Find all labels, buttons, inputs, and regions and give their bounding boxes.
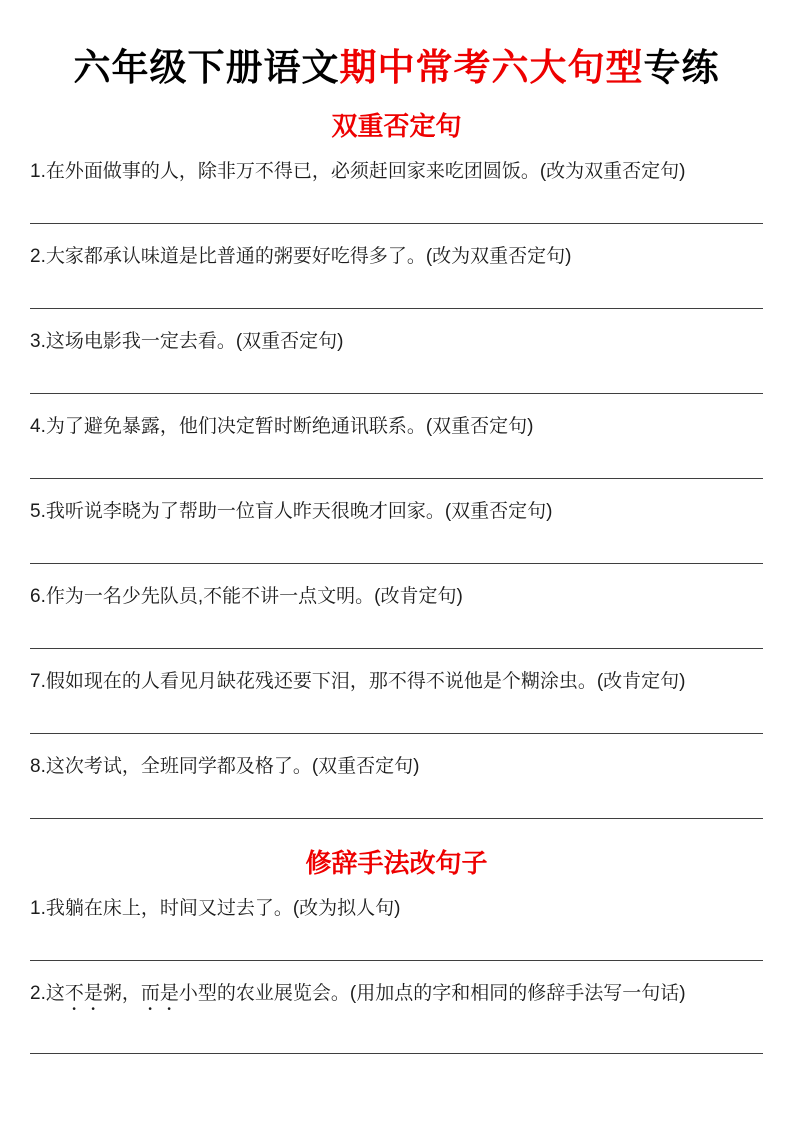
answer-line xyxy=(30,733,763,734)
question-segment: 小型的农业展览会。(用加点的字和相同的修辞手法写一句话) xyxy=(178,983,686,1004)
question-text: 7.假如现在的人看见月缺花残还要下泪，那不得不说他是个糊涂虫。(改肯定句) xyxy=(30,671,686,692)
answer-line xyxy=(30,960,763,961)
section1-heading: 双重否定句 xyxy=(331,111,462,141)
answer-line xyxy=(30,393,763,394)
question-text: 5.我听说李晓为了帮助一位盲人昨天很晚才回家。(双重否定句) xyxy=(30,501,553,522)
answer-line xyxy=(30,478,763,479)
title-part-left: 六年级下册语文 xyxy=(73,47,340,88)
answer-line xyxy=(30,818,763,819)
question-text xyxy=(30,980,763,1015)
page-title xyxy=(30,42,763,94)
question-segment: 2.这 xyxy=(30,983,65,1004)
question-item-1 xyxy=(30,158,763,224)
section2-heading: 修辞手法改句子 xyxy=(305,848,488,878)
title-part-right: 专练 xyxy=(643,47,720,88)
question-item-6 xyxy=(30,583,763,649)
question-text: 2.大家都承认味道是比普通的粥要好吃得多了。(改为双重否定句) xyxy=(30,246,572,267)
question-segment: 粥， xyxy=(102,983,141,1004)
answer-line xyxy=(30,648,763,649)
question-item-2 xyxy=(30,243,763,309)
question-item-4 xyxy=(30,413,763,479)
question-text: 1.在外面做事的人，除非万不得已，必须赶回家来吃团圆饭。(改为双重否定句) xyxy=(30,161,686,182)
emphasized-text: 不是 xyxy=(64,983,103,1004)
question-item-7 xyxy=(30,668,763,734)
question-item-1 xyxy=(30,895,763,961)
emphasized-text: 而是 xyxy=(140,983,179,1004)
question-item-8 xyxy=(30,753,763,819)
answer-line xyxy=(30,1053,763,1054)
question-item-5 xyxy=(30,498,763,564)
question-text: 4.为了避免暴露，他们决定暂时断绝通讯联系。(双重否定句) xyxy=(30,416,534,437)
question-item-2 xyxy=(30,980,763,1054)
question-text: 6.作为一名少先队员,不能不讲一点文明。(改肯定句) xyxy=(30,586,463,607)
question-item-3 xyxy=(30,328,763,394)
answer-line xyxy=(30,308,763,309)
question-text: 8.这次考试，全班同学都及格了。(双重否定句) xyxy=(30,756,420,777)
question-text: 3.这场电影我一定去看。(双重否定句) xyxy=(30,331,344,352)
answer-line xyxy=(30,563,763,564)
question-text: 1.我躺在床上，时间又过去了。(改为拟人句) xyxy=(30,898,401,919)
title-part-red: 期中常考六大句型 xyxy=(339,47,644,88)
answer-line xyxy=(30,223,763,224)
section-rhetoric xyxy=(30,845,763,1054)
section-double-negative xyxy=(30,108,763,819)
